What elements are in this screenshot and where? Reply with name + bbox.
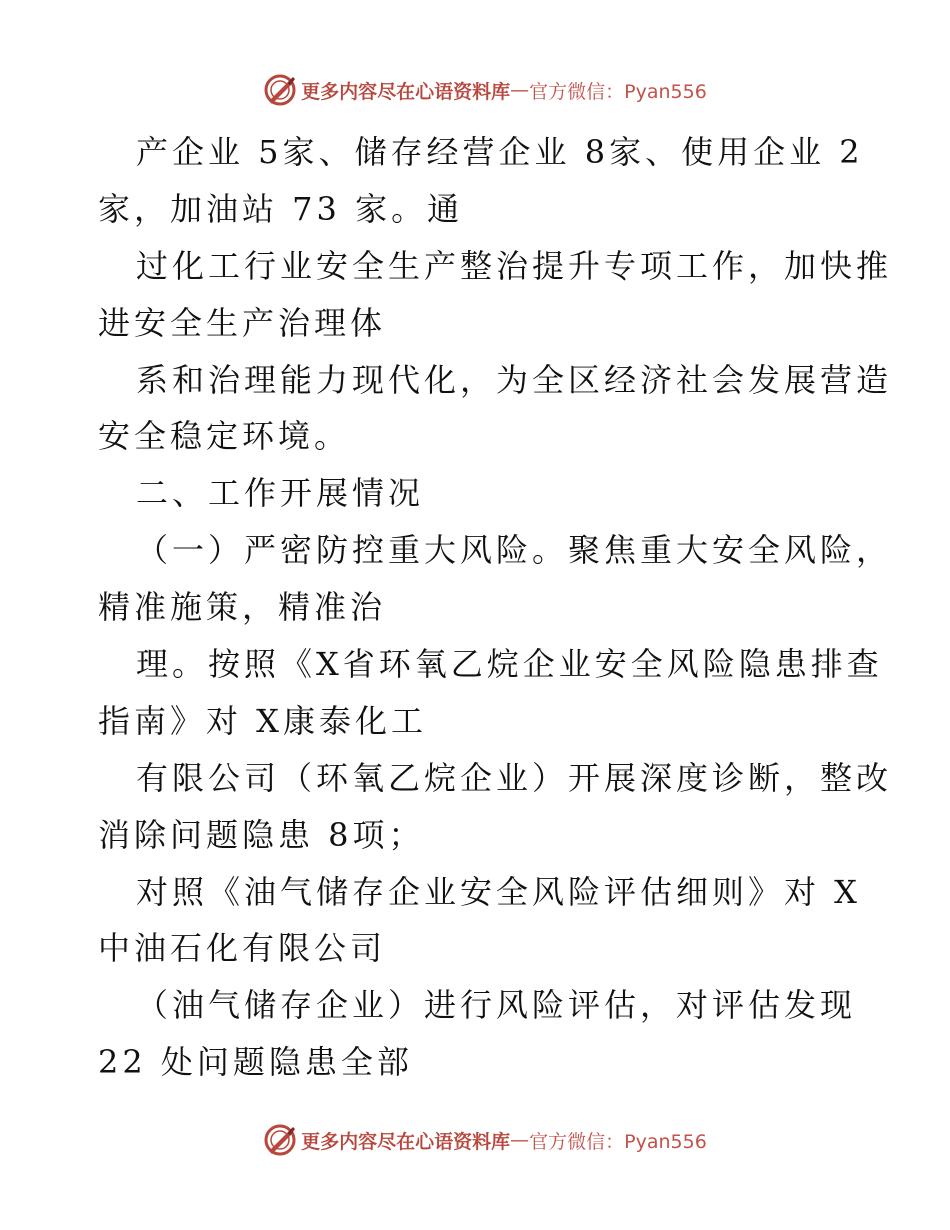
text-line: 22 处问题隐患全部 [98,1043,413,1082]
banner-title: 更多内容尽在心语资料库 [301,80,511,103]
pen-nib-logo-icon [263,73,297,107]
banner-wechat: 官方微信：Pyan556 [529,80,707,103]
document-body [98,124,893,1091]
text-line: 精准施策，精准治 [98,588,387,627]
text-line: 中油石化有限公司 [98,929,387,968]
header-banner [0,70,950,110]
text-line: 有限公司（环氧乙烷企业）开展深度诊断，整改 [136,758,893,797]
footer-banner [0,1120,950,1160]
banner-title: 更多内容尽在心语资料库 [301,1130,511,1153]
text-line: 理。按照《X省环氧乙烷企业安全风险隐患排查 [136,645,883,684]
text-line: 家，加油站 73 家。通 [98,189,464,228]
section-heading: 二、工作开展情况 [136,474,425,513]
pen-nib-logo-icon [263,1123,297,1157]
text-line: 消除问题隐患 8项； [98,815,425,854]
banner-separator: — [510,79,530,101]
text-line: （油气储存企业）进行风险评估，对评估发现 [136,986,857,1025]
text-line: 进安全生产治理体 [98,303,387,342]
footer-banner-inner [263,1123,707,1157]
subsection-heading: （一）严密防控重大风险。聚焦重大安全风险， [136,531,893,570]
text-line: 系和治理能力现代化，为全区经济社会发展营造 [136,360,893,399]
text-line: 安全稳定环境。 [98,417,351,456]
banner-wechat: 官方微信：Pyan556 [529,1130,707,1153]
text-line: 过化工行业安全生产整治提升专项工作，加快推 [136,246,893,285]
text-line: 产企业 5家、储存经营企业 8家、使用企业 2 [136,133,864,171]
banner-separator: — [510,1129,530,1151]
text-line: 对照《油气储存企业安全风险评估细则》对 X [136,872,861,911]
header-banner-inner [263,73,707,107]
text-line: 指南》对 X康泰化工 [98,701,427,740]
